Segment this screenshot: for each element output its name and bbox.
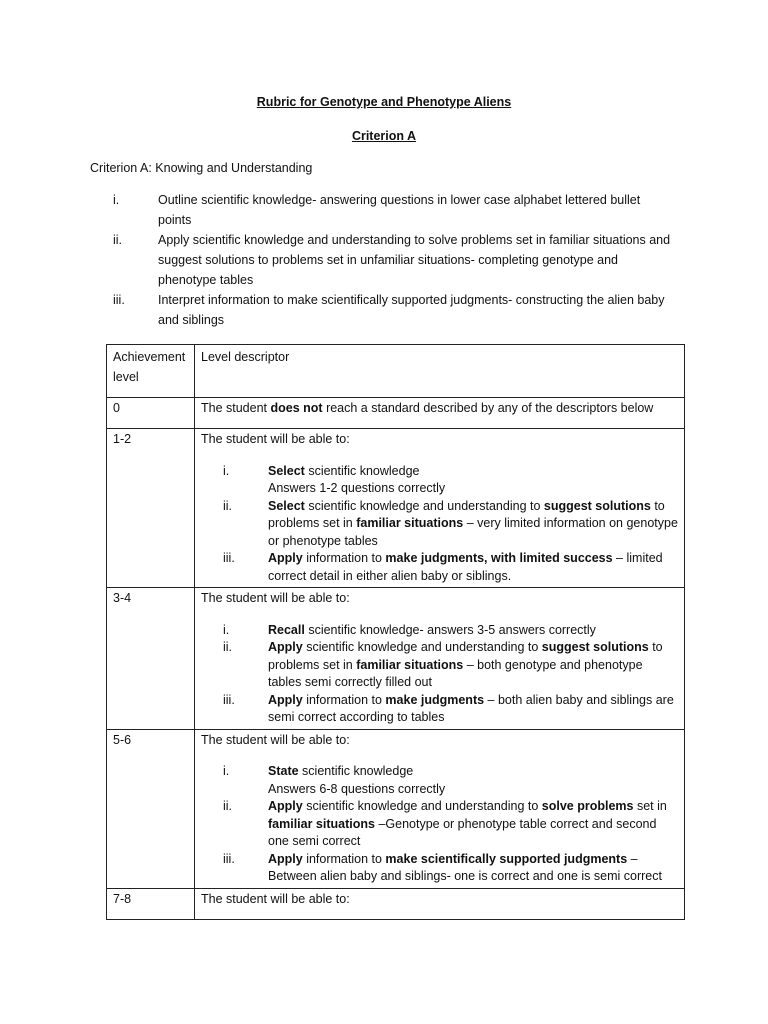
level-cell: 0 [107, 398, 195, 429]
objectives-list [113, 190, 673, 330]
table-row [107, 888, 685, 919]
table-row [107, 398, 685, 429]
table-row [107, 729, 685, 888]
objective-item [113, 190, 673, 230]
objective-text: Interpret information to make scientifically supported judgments- constructing the alien baby and siblings [158, 293, 665, 327]
criterion-heading: Criterion A: Knowing and Understanding [90, 161, 313, 175]
item-text: Apply scientific knowledge and understanding to suggest solutions to problems set in familiar situations – both genotype and phenotype tables semi correctly filled out [268, 640, 663, 689]
descriptor-list [201, 622, 678, 727]
objective-item [113, 290, 673, 330]
descriptor-cell [195, 398, 685, 429]
document-title: Rubric for Genotype and Phenotype Aliens [256, 95, 512, 109]
header-achievement-level: Achievement level [107, 345, 195, 398]
item-text: State scientific knowledge Answers 6-8 questions correctly [268, 764, 446, 796]
header-level-descriptor: Level descriptor [195, 345, 685, 398]
item-text: Apply information to make judgments – both alien baby and siblings are semi correct according to tables [268, 692, 674, 724]
list-item [201, 463, 678, 498]
descriptor-intro: The student will be able to: [201, 432, 350, 446]
rubric-table [106, 344, 685, 920]
objective-item [113, 230, 673, 290]
item-number: iii. [223, 692, 235, 707]
item-text: Apply information to make scientifically supported judgments – Between alien baby and siblings- one is correct and one is semi correct [268, 851, 662, 883]
descriptor-list [201, 763, 678, 886]
level-cell: 5-6 [107, 729, 195, 888]
objective-number: i. [113, 193, 120, 207]
list-item [201, 692, 678, 727]
descriptor-cell [195, 588, 685, 730]
objective-number: ii. [113, 233, 123, 247]
descriptor-bold: does not [270, 401, 323, 415]
item-number: ii. [223, 799, 233, 813]
item-number: iii. [223, 851, 235, 866]
descriptor-intro: The student will be able to: [201, 591, 350, 605]
list-item [201, 498, 678, 551]
descriptor-list [201, 463, 678, 586]
level-cell: 1-2 [107, 429, 195, 588]
descriptor-intro: The student will be able to: [201, 732, 350, 747]
objective-text: Apply scientific knowledge and understanding to solve problems set in familiar situations and suggest solutions to problems set in unfamiliar situations- completing genotype and phenotype tables [158, 233, 671, 287]
item-number: ii. [223, 640, 233, 654]
document-subtitle: Criterion A [351, 129, 417, 143]
item-number: i. [223, 622, 230, 637]
item-text: Select scientific knowledge Answers 1-2 questions correctly [268, 463, 446, 495]
level-cell: 7-8 [107, 888, 195, 919]
item-text: Recall scientific knowledge- answers 3-5 answers correctly [268, 622, 596, 637]
descriptor-cell [195, 888, 685, 919]
list-item [201, 622, 678, 640]
item-text: Apply scientific knowledge and understanding to solve problems set in familiar situations –Genotype or phenotype table correct and second one semi correct [268, 799, 667, 848]
descriptor-cell [195, 729, 685, 888]
level-cell: 3-4 [107, 588, 195, 730]
list-item [201, 639, 678, 692]
list-item [201, 763, 678, 798]
table-header-row [107, 345, 685, 398]
item-number: i. [223, 463, 230, 478]
item-number: iii. [223, 551, 235, 565]
list-item [201, 550, 678, 585]
descriptor-intro: The student will be able to: [201, 891, 350, 906]
item-text: Select scientific knowledge and understanding to suggest solutions to problems set in familiar situations – very limited information on genotype or phenotype tables [268, 498, 678, 548]
item-text: Apply information to make judgments, with limited success – limited correct detail in either alien baby or siblings. [268, 551, 663, 583]
list-item [201, 851, 678, 886]
descriptor-text: The student [201, 401, 271, 415]
item-number: ii. [223, 498, 233, 513]
objective-text: Outline scientific knowledge- answering questions in lower case alphabet lettered bullet points [158, 193, 641, 227]
table-row [107, 429, 685, 588]
objective-number: iii. [113, 293, 125, 307]
descriptor-text: reach a standard described by any of the descriptors below [322, 401, 654, 415]
table-row [107, 588, 685, 730]
item-number: i. [223, 764, 230, 778]
descriptor-cell [195, 429, 685, 588]
list-item [201, 798, 678, 851]
